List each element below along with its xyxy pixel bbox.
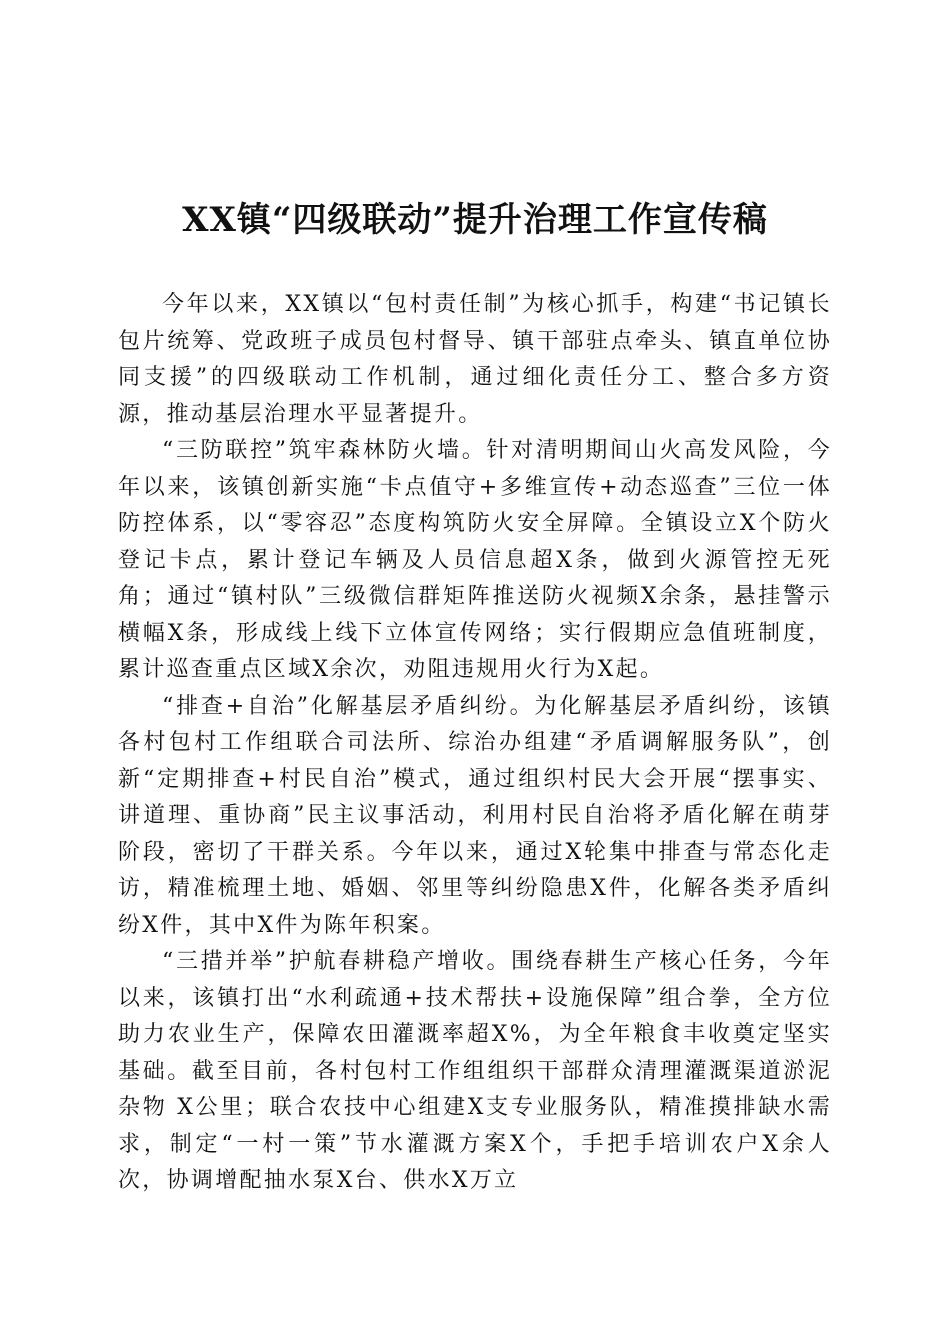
document-body: [118, 287, 832, 1200]
paragraph-dispute-resolution: “排查+自治”化解基层矛盾纠纷。为化解基层矛盾纠纷，该镇各村包村工作组联合司法所、综治办组建“矛盾调解服务队”，创新“定期排查+村民自治”模式，通过组织村民大会开展“摆事实、讲道理、重协商”民主议事活动，利用村民自治将矛盾化解在萌芽阶段，密切了干群关系。今年以来，通过X轮集中排查与常态化走访，精准梳理土地、婚姻、邻里等纠纷隐患X件，化解各类矛盾纠纷X件，其中X件为陈年积案。: [118, 693, 832, 938]
document-title: XX镇“四级联动”提升治理工作宣传稿: [182, 200, 768, 240]
paragraph-intro: 今年以来，XX镇以“包村责任制”为核心抓手，构建“书记镇长包片统筹、党政班子成员包村督导、镇干部驻点牵头、镇直单位协同支援”的四级联动工作机制，通过细化责任分工、整合多方资源，推动基层治理水平显著提升。: [118, 292, 832, 427]
paragraph-fire-prevention: “三防联控”筑牢森林防火墙。针对清明期间山火高发风险，今年以来，该镇创新实施“卡点值守+多维宣传+动态巡查”三位一体防控体系，以“零容忍”态度构筑防火安全屏障。全镇设立X个防火登记卡点，累计登记车辆及人员信息超X条，做到火源管控无死角；通过“镇村队”三级微信群矩阵推送防火视频X余条，悬挂警示横幅X条，形成线上线下立体宣传网络；实行假期应急值班制度，累计巡查重点区域X余次，劝阻违规用火行为X起。: [118, 438, 832, 682]
paragraph-spring-farming: “三措并举”护航春耕稳产增收。围绕春耕生产核心任务，今年以来，该镇打出“水利疏通+技术帮扶+设施保障”组合拳，全方位助力农业生产，保障农田灌溉率超X%，为全年粮食丰收奠定坚实基础。截至目前，各村包村工作组组织干部群众清理灌溉渠道淤泥杂物 X公里；联合农技中心组建X支专业服务队，精准摸排缺水需求，制定“一村一策”节水灌溉方案X个，手把手培训农户X余人次，协调增配抽水泵X台、供水X万立: [118, 949, 832, 1193]
